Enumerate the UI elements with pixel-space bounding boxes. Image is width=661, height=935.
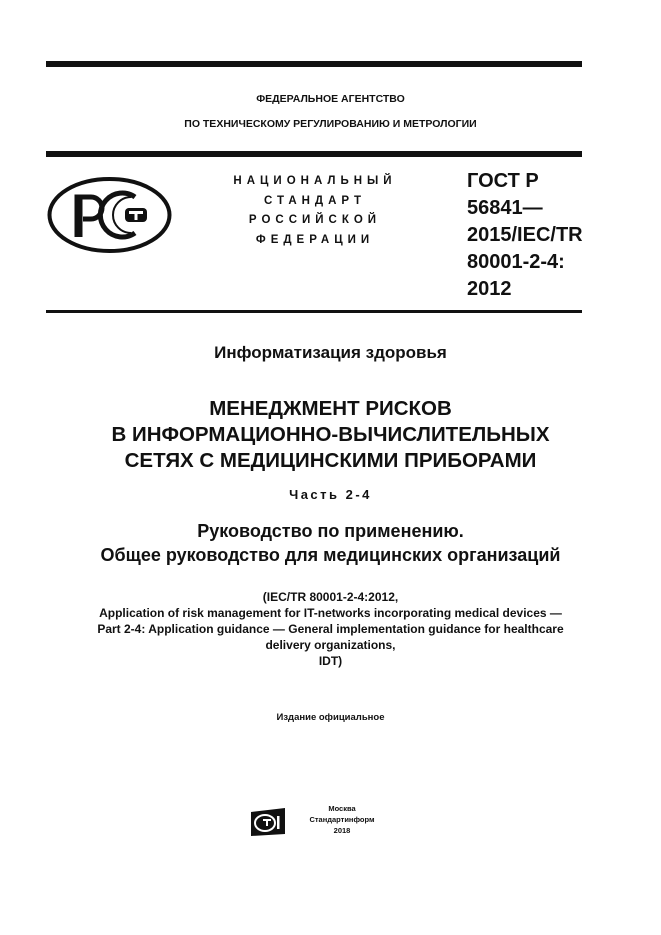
intl-line-2: Application of risk management for IT-networks incorporating medical devices — bbox=[99, 606, 562, 620]
designation-line-1: ГОСТ Р bbox=[467, 170, 539, 192]
intl-line-3: Part 2-4: Application guidance — General implementation guidance for healthcare bbox=[97, 622, 564, 636]
part-label: Часть 2-4 bbox=[289, 487, 372, 502]
header-rule bbox=[46, 151, 582, 157]
standartinform-logo-icon bbox=[250, 807, 286, 837]
agency-line-1: ФЕДЕРАЛЬНОЕ АГЕНТСТВО bbox=[256, 93, 405, 105]
rst-logo-icon bbox=[47, 175, 172, 255]
standard-designation bbox=[467, 168, 583, 303]
designation-line-4: 80001-2-4: bbox=[467, 251, 565, 273]
publisher-info bbox=[292, 803, 392, 836]
intl-line-1: (IEC/TR 80001-2-4:2012, bbox=[262, 590, 399, 604]
agency-line-2: ПО ТЕХНИЧЕСКОМУ РЕГУЛИРОВАНИЮ И МЕТРОЛОГИИ bbox=[184, 118, 477, 130]
national-standard-line-2: СТАНДАРТ bbox=[264, 194, 366, 207]
official-edition-label: Издание официальное bbox=[276, 712, 385, 723]
national-standard-line-1: НАЦИОНАЛЬНЫЙ bbox=[233, 175, 397, 187]
title-line-2: В ИНФОРМАЦИОННО-ВЫЧИСЛИТЕЛЬНЫХ bbox=[111, 423, 550, 446]
international-reference bbox=[0, 589, 661, 669]
designation-line-2: 56841— bbox=[467, 197, 543, 219]
national-standard-label bbox=[220, 172, 410, 250]
title-line-1: МЕНЕДЖМЕНТ РИСКОВ bbox=[209, 397, 452, 420]
document-title bbox=[0, 396, 661, 474]
title-line-3: СЕТЯХ С МЕДИЦИНСКИМИ ПРИБОРАМИ bbox=[124, 449, 537, 472]
subject-heading: Информатизация здоровья bbox=[214, 343, 447, 362]
guidance-line-1: Руководство по применению. bbox=[197, 521, 464, 541]
publisher-city: Москва bbox=[328, 804, 356, 813]
guidance-subtitle bbox=[0, 519, 661, 567]
intl-line-5: IDT) bbox=[318, 654, 343, 668]
title-block-rule bbox=[46, 310, 582, 313]
national-standard-line-3: РОССИЙСКОЙ bbox=[248, 214, 382, 226]
intl-line-4: delivery organizations, bbox=[265, 638, 396, 652]
guidance-line-2: Общее руководство для медицинских организаций bbox=[100, 545, 561, 565]
top-rule bbox=[46, 61, 582, 67]
designation-line-5: 2012 bbox=[467, 278, 512, 300]
national-standard-line-4: ФЕДЕРАЦИИ bbox=[255, 233, 375, 246]
designation-line-3: 2015/IEC/TR bbox=[467, 224, 583, 246]
publisher-name: Стандартинформ bbox=[309, 815, 375, 824]
publisher-year: 2018 bbox=[333, 826, 351, 835]
